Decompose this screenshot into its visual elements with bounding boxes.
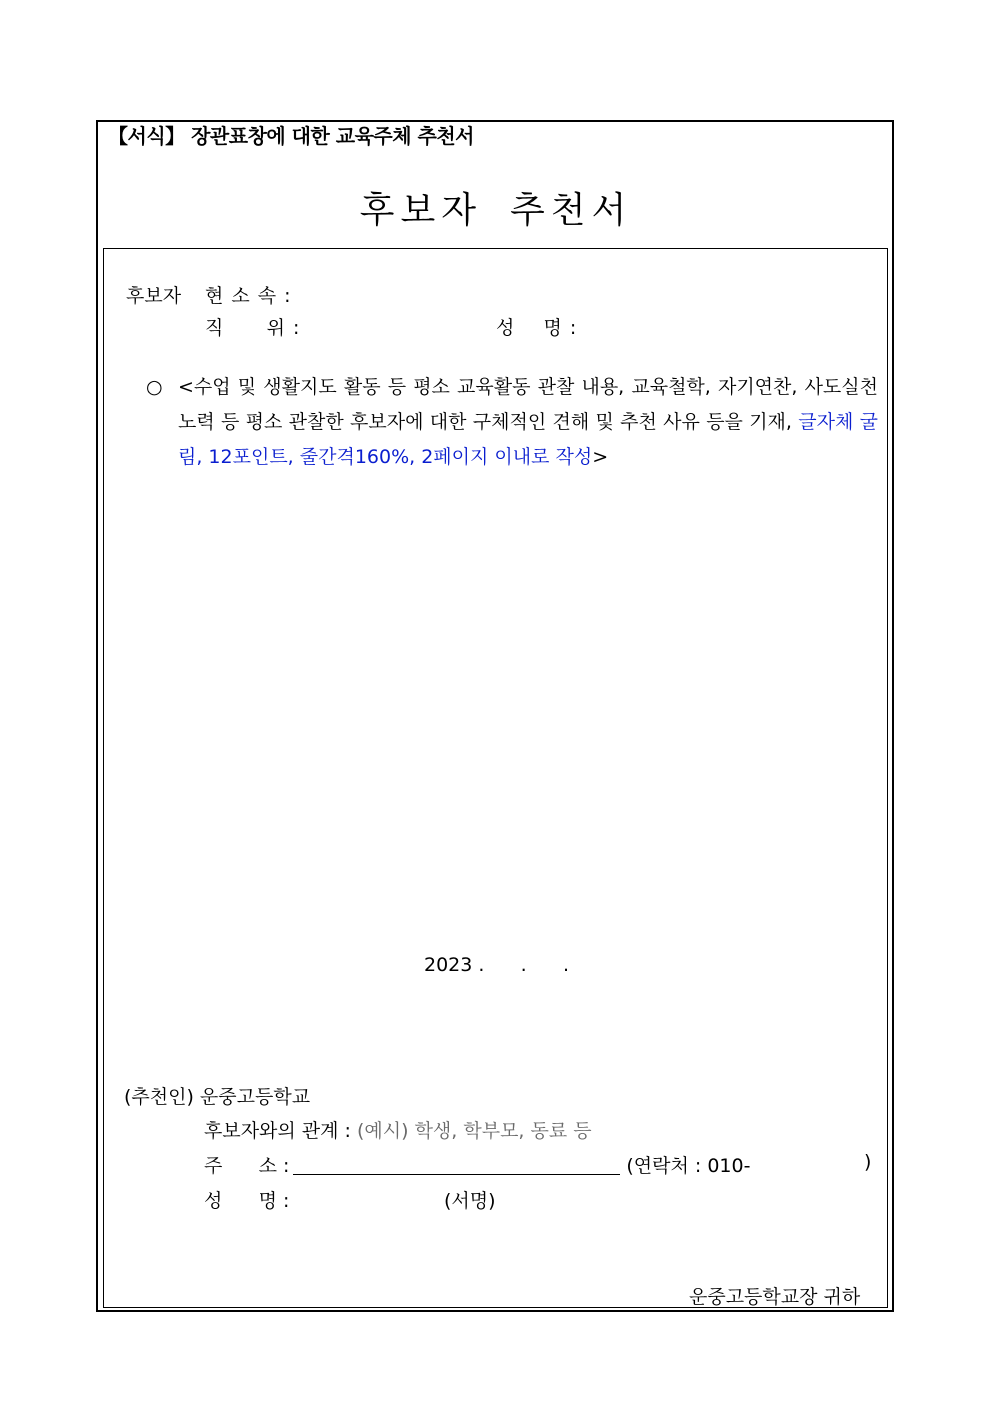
title-part1: 후보자 <box>359 190 482 231</box>
instructions-body <box>146 370 878 475</box>
addressee: 운중고등학교장 귀하 <box>689 1286 861 1308</box>
signature-label: (서명) <box>444 1190 496 1212</box>
address-line <box>204 1151 750 1178</box>
instructions-text: <수업 및 생활지도 활동 등 평소 교육활동 관찰 내용, 교육철학, 자기연찬, 사도실천 노력 등 평소 관찰한 후보자에 대한 구체적인 견해 및 추천 사유 등을 기재, <box>178 376 878 433</box>
form-label: 【서식】 장관표창에 대한 교육주체 추천서 <box>108 124 474 148</box>
title-part2: 추천서 <box>510 190 633 231</box>
relation-label: 후보자와의 관계 : <box>204 1120 357 1142</box>
contact-end: ) <box>864 1151 872 1173</box>
instructions-format: 글자체 굴림, 12포인트, 줄간격160%, 2페이지 이내로 작성 <box>178 411 878 468</box>
address-underline <box>293 1152 620 1175</box>
relation-example: (예시) 학생, 학부모, 동료 등 <box>357 1120 592 1142</box>
date-line: 2023 . . . <box>424 954 569 976</box>
address-label: 주 소 : <box>204 1155 290 1177</box>
candidate-prefix: 후보자 <box>126 285 182 307</box>
document-title <box>0 182 992 233</box>
recommender-label: (추천인) 운중고등학교 <box>124 1086 311 1108</box>
affiliation-label: 현 소 속 : <box>205 285 292 307</box>
contact-label: (연락처 : 010- <box>626 1155 751 1177</box>
instructions-end: > <box>592 446 609 468</box>
name-label: 성 명 : <box>496 317 578 339</box>
bullet-icon: ○ <box>146 376 163 398</box>
position-label: 직 위 : <box>205 317 301 339</box>
recommender-name-label: 성 명 : <box>204 1190 290 1212</box>
relation-line <box>204 1116 592 1143</box>
instructions <box>146 370 878 475</box>
